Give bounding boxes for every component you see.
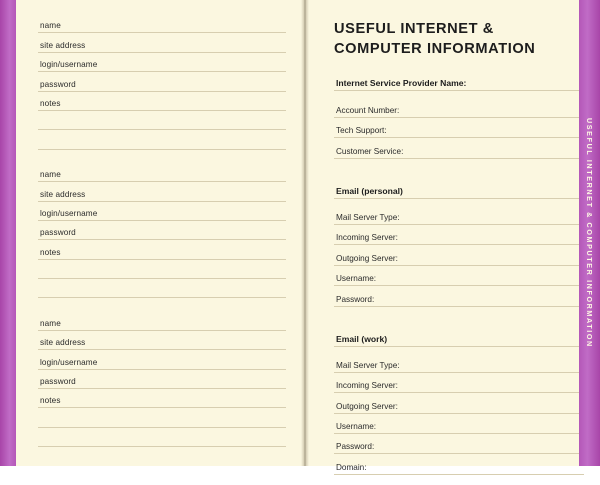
section-gap	[334, 475, 584, 485]
book-gutter	[301, 0, 309, 466]
field-label: name	[40, 21, 61, 31]
field-label: Incoming Server:	[336, 381, 398, 391]
field-label: password	[40, 79, 76, 89]
blank-write-line[interactable]	[38, 260, 286, 279]
field-row[interactable]	[38, 311, 286, 330]
section-heading-row[interactable]	[334, 327, 584, 347]
blank-write-line[interactable]	[38, 408, 286, 427]
section-heading: Internet Service Provider Name:	[336, 78, 467, 89]
field-label: login/username	[40, 357, 98, 367]
left-page-edge-band	[0, 0, 16, 466]
field-label: Tech Support:	[336, 126, 387, 136]
field-label: Outgoing Server:	[336, 253, 398, 263]
field-label: notes	[40, 98, 61, 108]
field-row[interactable]	[334, 414, 584, 434]
field-row[interactable]	[334, 97, 584, 117]
field-row[interactable]	[38, 33, 286, 52]
field-label: Username:	[336, 274, 377, 284]
field-row[interactable]	[38, 331, 286, 350]
edge-tab-text: USEFUL INTERNET & COMPUTER INFORMATION	[585, 118, 594, 348]
field-label: Mail Server Type:	[336, 360, 400, 370]
login-entry-group	[38, 311, 286, 447]
field-label: Customer Service:	[336, 146, 404, 156]
field-row[interactable]	[38, 163, 286, 182]
field-label: Outgoing Server:	[336, 401, 398, 411]
field-label: site address	[40, 40, 86, 50]
field-row[interactable]	[334, 393, 584, 413]
field-row[interactable]	[334, 286, 584, 306]
right-page	[312, 0, 600, 472]
website-login-groups	[38, 14, 286, 447]
login-entry-group	[38, 163, 286, 299]
field-label: name	[40, 318, 61, 328]
blank-write-line[interactable]	[38, 111, 286, 130]
field-row[interactable]	[38, 240, 286, 259]
blank-write-line[interactable]	[38, 428, 286, 447]
field-row[interactable]	[334, 118, 584, 138]
field-label: login/username	[40, 60, 98, 70]
section-heading: Email (personal)	[336, 185, 403, 196]
page-title-line1: USEFUL INTERNET &	[334, 21, 494, 37]
field-row[interactable]	[38, 72, 286, 91]
blank-write-line[interactable]	[38, 279, 286, 298]
section-gap	[334, 159, 584, 169]
login-entry-group	[38, 14, 286, 150]
field-label: Domain:	[336, 462, 367, 472]
info-sections	[334, 71, 584, 484]
edge-tab-label	[579, 0, 600, 466]
field-row[interactable]	[38, 221, 286, 240]
field-label: name	[40, 170, 61, 180]
field-row[interactable]	[38, 92, 286, 111]
field-label: site address	[40, 189, 86, 199]
field-label: Password:	[336, 294, 375, 304]
left-page	[16, 0, 304, 466]
field-row[interactable]	[38, 370, 286, 389]
page-title-line2: COMPUTER INFORMATION	[334, 40, 536, 57]
field-row[interactable]	[334, 138, 584, 158]
field-row[interactable]	[334, 245, 584, 265]
field-label: Password:	[336, 442, 375, 452]
field-row[interactable]	[38, 350, 286, 369]
field-row[interactable]	[334, 225, 584, 245]
info-section	[334, 179, 584, 317]
field-row[interactable]	[334, 266, 584, 286]
field-row[interactable]	[38, 389, 286, 408]
field-label: Mail Server Type:	[336, 212, 400, 222]
field-label: notes	[40, 396, 61, 406]
field-label: Incoming Server:	[336, 233, 398, 243]
field-label: Username:	[336, 422, 377, 432]
field-row[interactable]	[334, 373, 584, 393]
section-heading-row[interactable]	[334, 179, 584, 199]
field-row[interactable]	[38, 14, 286, 33]
section-gap	[334, 307, 584, 317]
field-row[interactable]	[334, 454, 584, 474]
section-heading: Email (work)	[336, 333, 388, 344]
section-heading-row[interactable]	[334, 71, 584, 91]
field-row[interactable]	[38, 53, 286, 72]
field-row[interactable]	[334, 205, 584, 225]
info-section	[334, 71, 584, 168]
blank-write-line[interactable]	[38, 130, 286, 149]
field-label: password	[40, 228, 76, 238]
field-row[interactable]	[334, 353, 584, 373]
field-row[interactable]	[38, 202, 286, 221]
field-label: site address	[40, 338, 86, 348]
field-row[interactable]	[38, 182, 286, 201]
field-label: password	[40, 377, 76, 387]
field-label: notes	[40, 247, 61, 257]
field-label: login/username	[40, 208, 98, 218]
info-section	[334, 327, 584, 485]
field-label: Account Number:	[336, 105, 400, 115]
field-row[interactable]	[334, 434, 584, 454]
page-title	[334, 20, 584, 59]
